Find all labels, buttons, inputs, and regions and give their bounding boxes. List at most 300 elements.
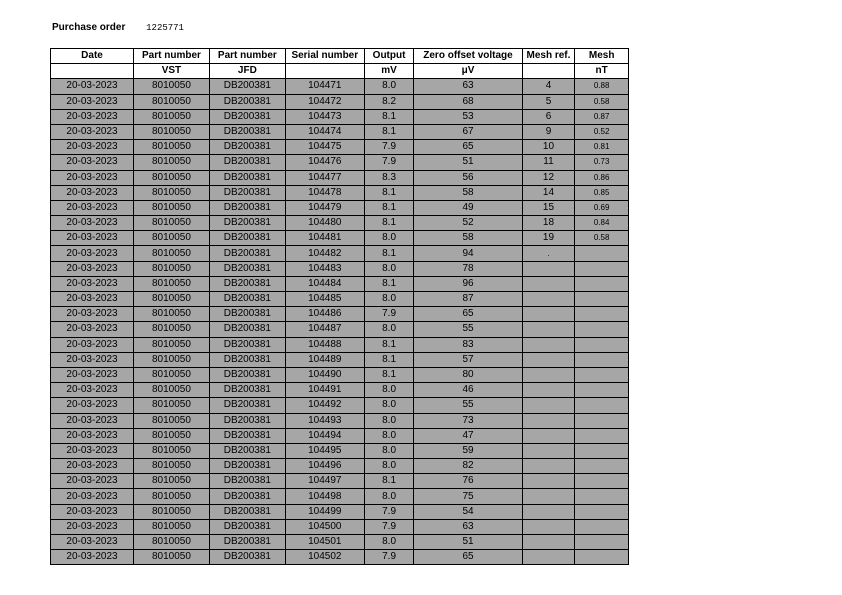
- mesh-cell: [575, 443, 629, 458]
- date-cell: 20-03-2023: [51, 322, 134, 337]
- column-header-mesh-ref: Mesh ref.: [522, 49, 575, 64]
- part-number-vst-cell: 8010050: [134, 489, 210, 504]
- table-row: [51, 322, 629, 337]
- part-number-jfd-cell: DB200381: [209, 109, 285, 124]
- zero-offset-voltage-cell: 76: [414, 474, 522, 489]
- date-cell: 20-03-2023: [51, 292, 134, 307]
- output-cell: 7.9: [364, 504, 414, 519]
- serial-number-cell: 104477: [285, 170, 364, 185]
- zero-offset-voltage-cell: 53: [414, 109, 522, 124]
- output-cell: 8.0: [364, 261, 414, 276]
- table-row: [51, 489, 629, 504]
- mesh-ref-cell: [522, 550, 575, 565]
- mesh-ref-cell: [522, 337, 575, 352]
- table-row: [51, 535, 629, 550]
- unit-output: mV: [364, 64, 414, 79]
- mesh-ref-cell: 5: [522, 94, 575, 109]
- part-number-vst-cell: 8010050: [134, 261, 210, 276]
- part-number-vst-cell: 8010050: [134, 428, 210, 443]
- mesh-cell: [575, 413, 629, 428]
- part-number-vst-cell: 8010050: [134, 231, 210, 246]
- mesh-cell: 0.87: [575, 109, 629, 124]
- part-number-vst-cell: 8010050: [134, 79, 210, 94]
- table-row: [51, 276, 629, 291]
- serial-number-cell: 104494: [285, 428, 364, 443]
- zero-offset-voltage-cell: 82: [414, 459, 522, 474]
- mesh-cell: 0.84: [575, 216, 629, 231]
- table-row: [51, 550, 629, 565]
- output-cell: 8.0: [364, 383, 414, 398]
- date-cell: 20-03-2023: [51, 519, 134, 534]
- part-number-vst-cell: 8010050: [134, 459, 210, 474]
- header-row: [51, 49, 629, 64]
- part-number-jfd-cell: DB200381: [209, 261, 285, 276]
- mesh-cell: [575, 337, 629, 352]
- mesh-ref-cell: [522, 261, 575, 276]
- date-cell: 20-03-2023: [51, 398, 134, 413]
- serial-number-cell: 104493: [285, 413, 364, 428]
- date-cell: 20-03-2023: [51, 246, 134, 261]
- mesh-cell: [575, 307, 629, 322]
- zero-offset-voltage-cell: 78: [414, 261, 522, 276]
- mesh-ref-cell: [522, 428, 575, 443]
- table-row: [51, 367, 629, 382]
- zero-offset-voltage-cell: 54: [414, 504, 522, 519]
- zero-offset-voltage-cell: 58: [414, 231, 522, 246]
- mesh-cell: 0.85: [575, 185, 629, 200]
- zero-offset-voltage-cell: 57: [414, 352, 522, 367]
- part-number-jfd-cell: DB200381: [209, 292, 285, 307]
- serial-number-cell: 104475: [285, 140, 364, 155]
- mesh-ref-cell: [522, 383, 575, 398]
- table-row: [51, 246, 629, 261]
- date-cell: 20-03-2023: [51, 276, 134, 291]
- mesh-cell: 0.69: [575, 200, 629, 215]
- date-cell: 20-03-2023: [51, 459, 134, 474]
- measurement-table: [50, 48, 629, 565]
- mesh-cell: [575, 367, 629, 382]
- table-row: [51, 383, 629, 398]
- date-cell: 20-03-2023: [51, 307, 134, 322]
- mesh-cell: [575, 504, 629, 519]
- serial-number-cell: 104486: [285, 307, 364, 322]
- serial-number-cell: 104499: [285, 504, 364, 519]
- date-cell: 20-03-2023: [51, 352, 134, 367]
- output-cell: 8.0: [364, 459, 414, 474]
- part-number-jfd-cell: DB200381: [209, 307, 285, 322]
- mesh-cell: 0.86: [575, 170, 629, 185]
- table-row: [51, 428, 629, 443]
- output-cell: 8.3: [364, 170, 414, 185]
- part-number-jfd-cell: DB200381: [209, 474, 285, 489]
- part-number-vst-cell: 8010050: [134, 109, 210, 124]
- serial-number-cell: 104488: [285, 337, 364, 352]
- zero-offset-voltage-cell: 65: [414, 307, 522, 322]
- part-number-vst-cell: 8010050: [134, 246, 210, 261]
- mesh-cell: [575, 261, 629, 276]
- serial-number-cell: 104483: [285, 261, 364, 276]
- zero-offset-voltage-cell: 46: [414, 383, 522, 398]
- mesh-ref-cell: [522, 504, 575, 519]
- table-row: [51, 155, 629, 170]
- date-cell: 20-03-2023: [51, 535, 134, 550]
- unit-serial-number: [285, 64, 364, 79]
- mesh-cell: [575, 398, 629, 413]
- mesh-cell: 0.73: [575, 155, 629, 170]
- part-number-vst-cell: 8010050: [134, 307, 210, 322]
- mesh-cell: 0.81: [575, 140, 629, 155]
- mesh-cell: [575, 519, 629, 534]
- output-cell: 7.9: [364, 550, 414, 565]
- mesh-ref-cell: [522, 398, 575, 413]
- zero-offset-voltage-cell: 51: [414, 535, 522, 550]
- mesh-ref-cell: 11: [522, 155, 575, 170]
- table-row: [51, 504, 629, 519]
- part-number-jfd-cell: DB200381: [209, 398, 285, 413]
- output-cell: 8.1: [364, 276, 414, 291]
- part-number-jfd-cell: DB200381: [209, 140, 285, 155]
- date-cell: 20-03-2023: [51, 261, 134, 276]
- serial-number-cell: 104489: [285, 352, 364, 367]
- mesh-cell: [575, 276, 629, 291]
- mesh-ref-cell: [522, 413, 575, 428]
- output-cell: 8.1: [364, 337, 414, 352]
- mesh-ref-cell: [522, 443, 575, 458]
- table-row: [51, 124, 629, 139]
- purchase-order-label: Purchase order: [52, 22, 126, 33]
- table-row: [51, 413, 629, 428]
- mesh-ref-cell: 6: [522, 109, 575, 124]
- column-header-mesh: Mesh: [575, 49, 629, 64]
- date-cell: 20-03-2023: [51, 140, 134, 155]
- zero-offset-voltage-cell: 67: [414, 124, 522, 139]
- part-number-jfd-cell: DB200381: [209, 216, 285, 231]
- zero-offset-voltage-cell: 55: [414, 322, 522, 337]
- mesh-ref-cell: [522, 519, 575, 534]
- serial-number-cell: 104490: [285, 367, 364, 382]
- date-cell: 20-03-2023: [51, 155, 134, 170]
- date-cell: 20-03-2023: [51, 367, 134, 382]
- table-row: [51, 94, 629, 109]
- output-cell: 7.9: [364, 307, 414, 322]
- serial-number-cell: 104476: [285, 155, 364, 170]
- zero-offset-voltage-cell: 75: [414, 489, 522, 504]
- mesh-cell: [575, 550, 629, 565]
- zero-offset-voltage-cell: 52: [414, 216, 522, 231]
- part-number-jfd-cell: DB200381: [209, 124, 285, 139]
- zero-offset-voltage-cell: 73: [414, 413, 522, 428]
- zero-offset-voltage-cell: 59: [414, 443, 522, 458]
- date-cell: 20-03-2023: [51, 109, 134, 124]
- part-number-vst-cell: 8010050: [134, 337, 210, 352]
- output-cell: 7.9: [364, 155, 414, 170]
- unit-part-number-vst: VST: [134, 64, 210, 79]
- serial-number-cell: 104478: [285, 185, 364, 200]
- output-cell: 8.0: [364, 428, 414, 443]
- date-cell: 20-03-2023: [51, 383, 134, 398]
- part-number-vst-cell: 8010050: [134, 398, 210, 413]
- output-cell: 8.1: [364, 246, 414, 261]
- zero-offset-voltage-cell: 58: [414, 185, 522, 200]
- unit-part-number-jfd: JFD: [209, 64, 285, 79]
- mesh-ref-cell: [522, 535, 575, 550]
- date-cell: 20-03-2023: [51, 413, 134, 428]
- zero-offset-voltage-cell: 63: [414, 519, 522, 534]
- output-cell: 8.0: [364, 443, 414, 458]
- mesh-ref-cell: 18: [522, 216, 575, 231]
- mesh-ref-cell: [522, 474, 575, 489]
- mesh-cell: 0.58: [575, 231, 629, 246]
- date-cell: 20-03-2023: [51, 231, 134, 246]
- table-row: [51, 79, 629, 94]
- output-cell: 7.9: [364, 519, 414, 534]
- part-number-jfd-cell: DB200381: [209, 200, 285, 215]
- zero-offset-voltage-cell: 65: [414, 550, 522, 565]
- output-cell: 8.1: [364, 367, 414, 382]
- date-cell: 20-03-2023: [51, 200, 134, 215]
- output-cell: 8.0: [364, 231, 414, 246]
- part-number-jfd-cell: DB200381: [209, 443, 285, 458]
- output-cell: 8.1: [364, 109, 414, 124]
- zero-offset-voltage-cell: 83: [414, 337, 522, 352]
- date-cell: 20-03-2023: [51, 79, 134, 94]
- part-number-vst-cell: 8010050: [134, 352, 210, 367]
- output-cell: 8.1: [364, 124, 414, 139]
- column-header-part-number-vst: Part number: [134, 49, 210, 64]
- mesh-ref-cell: 12: [522, 170, 575, 185]
- part-number-jfd-cell: DB200381: [209, 337, 285, 352]
- mesh-ref-cell: 10: [522, 140, 575, 155]
- part-number-jfd-cell: DB200381: [209, 459, 285, 474]
- column-header-serial-number: Serial number: [285, 49, 364, 64]
- part-number-jfd-cell: DB200381: [209, 519, 285, 534]
- serial-number-cell: 104502: [285, 550, 364, 565]
- part-number-vst-cell: 8010050: [134, 383, 210, 398]
- serial-number-cell: 104485: [285, 292, 364, 307]
- mesh-cell: [575, 428, 629, 443]
- zero-offset-voltage-cell: 55: [414, 398, 522, 413]
- mesh-cell: 0.88: [575, 79, 629, 94]
- part-number-jfd-cell: DB200381: [209, 535, 285, 550]
- output-cell: 8.1: [364, 200, 414, 215]
- part-number-jfd-cell: DB200381: [209, 322, 285, 337]
- serial-number-cell: 104497: [285, 474, 364, 489]
- table-row: [51, 459, 629, 474]
- unit-mesh-ref: [522, 64, 575, 79]
- table-row: [51, 261, 629, 276]
- purchase-order-number: 1225771: [146, 23, 184, 33]
- zero-offset-voltage-cell: 65: [414, 140, 522, 155]
- output-cell: 8.0: [364, 413, 414, 428]
- output-cell: 8.1: [364, 185, 414, 200]
- date-cell: 20-03-2023: [51, 337, 134, 352]
- table-row: [51, 140, 629, 155]
- part-number-vst-cell: 8010050: [134, 124, 210, 139]
- serial-number-cell: 104471: [285, 79, 364, 94]
- serial-number-cell: 104473: [285, 109, 364, 124]
- part-number-jfd-cell: DB200381: [209, 79, 285, 94]
- serial-number-cell: 104480: [285, 216, 364, 231]
- part-number-vst-cell: 8010050: [134, 155, 210, 170]
- mesh-cell: [575, 459, 629, 474]
- part-number-vst-cell: 8010050: [134, 292, 210, 307]
- date-cell: 20-03-2023: [51, 428, 134, 443]
- serial-number-cell: 104492: [285, 398, 364, 413]
- date-cell: 20-03-2023: [51, 489, 134, 504]
- unit-zero-offset-voltage: μV: [414, 64, 522, 79]
- mesh-ref-cell: [522, 276, 575, 291]
- mesh-ref-cell: [522, 352, 575, 367]
- mesh-ref-cell: 9: [522, 124, 575, 139]
- mesh-cell: 0.52: [575, 124, 629, 139]
- output-cell: 7.9: [364, 140, 414, 155]
- mesh-ref-cell: 14: [522, 185, 575, 200]
- date-cell: 20-03-2023: [51, 443, 134, 458]
- part-number-vst-cell: 8010050: [134, 535, 210, 550]
- serial-number-cell: 104481: [285, 231, 364, 246]
- serial-number-cell: 104484: [285, 276, 364, 291]
- table-row: [51, 200, 629, 215]
- output-cell: 8.1: [364, 474, 414, 489]
- part-number-jfd-cell: DB200381: [209, 367, 285, 382]
- part-number-jfd-cell: DB200381: [209, 428, 285, 443]
- part-number-vst-cell: 8010050: [134, 504, 210, 519]
- part-number-vst-cell: 8010050: [134, 276, 210, 291]
- output-cell: 8.1: [364, 216, 414, 231]
- table-row: [51, 337, 629, 352]
- output-cell: 8.0: [364, 79, 414, 94]
- date-cell: 20-03-2023: [51, 216, 134, 231]
- column-header-zero-offset-voltage: Zero offset voltage: [414, 49, 522, 64]
- part-number-jfd-cell: DB200381: [209, 504, 285, 519]
- table-row: [51, 352, 629, 367]
- table-row: [51, 519, 629, 534]
- output-cell: 8.0: [364, 322, 414, 337]
- part-number-vst-cell: 8010050: [134, 216, 210, 231]
- date-cell: 20-03-2023: [51, 170, 134, 185]
- part-number-jfd-cell: DB200381: [209, 246, 285, 261]
- units-row: [51, 64, 629, 79]
- mesh-cell: [575, 352, 629, 367]
- date-cell: 20-03-2023: [51, 474, 134, 489]
- part-number-jfd-cell: DB200381: [209, 550, 285, 565]
- mesh-ref-cell: [522, 489, 575, 504]
- part-number-vst-cell: 8010050: [134, 94, 210, 109]
- table-row: [51, 474, 629, 489]
- date-cell: 20-03-2023: [51, 94, 134, 109]
- mesh-ref-cell: [522, 307, 575, 322]
- part-number-vst-cell: 8010050: [134, 519, 210, 534]
- mesh-ref-cell: [522, 292, 575, 307]
- date-cell: 20-03-2023: [51, 185, 134, 200]
- table-row: [51, 109, 629, 124]
- serial-number-cell: 104474: [285, 124, 364, 139]
- date-cell: 20-03-2023: [51, 504, 134, 519]
- unit-mesh: nT: [575, 64, 629, 79]
- zero-offset-voltage-cell: 96: [414, 276, 522, 291]
- date-cell: 20-03-2023: [51, 124, 134, 139]
- table-body: [51, 79, 629, 565]
- part-number-jfd-cell: DB200381: [209, 352, 285, 367]
- part-number-vst-cell: 8010050: [134, 367, 210, 382]
- purchase-order-line: [52, 22, 184, 33]
- table-row: [51, 443, 629, 458]
- serial-number-cell: 104491: [285, 383, 364, 398]
- output-cell: 8.2: [364, 94, 414, 109]
- part-number-vst-cell: 8010050: [134, 185, 210, 200]
- mesh-ref-cell: 4: [522, 79, 575, 94]
- serial-number-cell: 104500: [285, 519, 364, 534]
- mesh-ref-cell: [522, 459, 575, 474]
- table-row: [51, 398, 629, 413]
- part-number-jfd-cell: DB200381: [209, 155, 285, 170]
- part-number-jfd-cell: DB200381: [209, 170, 285, 185]
- serial-number-cell: 104501: [285, 535, 364, 550]
- table-row: [51, 216, 629, 231]
- zero-offset-voltage-cell: 68: [414, 94, 522, 109]
- part-number-jfd-cell: DB200381: [209, 231, 285, 246]
- part-number-jfd-cell: DB200381: [209, 489, 285, 504]
- output-cell: 8.0: [364, 398, 414, 413]
- output-cell: 8.0: [364, 292, 414, 307]
- serial-number-cell: 104487: [285, 322, 364, 337]
- serial-number-cell: 104496: [285, 459, 364, 474]
- mesh-cell: 0.58: [575, 94, 629, 109]
- part-number-vst-cell: 8010050: [134, 413, 210, 428]
- table-row: [51, 185, 629, 200]
- mesh-cell: [575, 474, 629, 489]
- zero-offset-voltage-cell: 63: [414, 79, 522, 94]
- zero-offset-voltage-cell: 51: [414, 155, 522, 170]
- part-number-jfd-cell: DB200381: [209, 94, 285, 109]
- unit-date: [51, 64, 134, 79]
- part-number-vst-cell: 8010050: [134, 550, 210, 565]
- serial-number-cell: 104482: [285, 246, 364, 261]
- table-row: [51, 170, 629, 185]
- mesh-cell: [575, 292, 629, 307]
- part-number-vst-cell: 8010050: [134, 474, 210, 489]
- zero-offset-voltage-cell: 94: [414, 246, 522, 261]
- output-cell: 8.0: [364, 535, 414, 550]
- zero-offset-voltage-cell: 80: [414, 367, 522, 382]
- column-header-date: Date: [51, 49, 134, 64]
- output-cell: 8.0: [364, 489, 414, 504]
- part-number-vst-cell: 8010050: [134, 140, 210, 155]
- zero-offset-voltage-cell: 49: [414, 200, 522, 215]
- column-header-part-number-jfd: Part number: [209, 49, 285, 64]
- table-row: [51, 231, 629, 246]
- part-number-vst-cell: 8010050: [134, 170, 210, 185]
- part-number-jfd-cell: DB200381: [209, 276, 285, 291]
- zero-offset-voltage-cell: 56: [414, 170, 522, 185]
- zero-offset-voltage-cell: 47: [414, 428, 522, 443]
- mesh-ref-cell: [522, 367, 575, 382]
- serial-number-cell: 104472: [285, 94, 364, 109]
- table-row: [51, 292, 629, 307]
- mesh-ref-cell: [522, 322, 575, 337]
- part-number-jfd-cell: DB200381: [209, 413, 285, 428]
- serial-number-cell: 104495: [285, 443, 364, 458]
- serial-number-cell: 104479: [285, 200, 364, 215]
- table-row: [51, 307, 629, 322]
- mesh-cell: [575, 322, 629, 337]
- part-number-jfd-cell: DB200381: [209, 383, 285, 398]
- mesh-cell: [575, 383, 629, 398]
- mesh-ref-cell: 15: [522, 200, 575, 215]
- part-number-vst-cell: 8010050: [134, 200, 210, 215]
- zero-offset-voltage-cell: 87: [414, 292, 522, 307]
- date-cell: 20-03-2023: [51, 550, 134, 565]
